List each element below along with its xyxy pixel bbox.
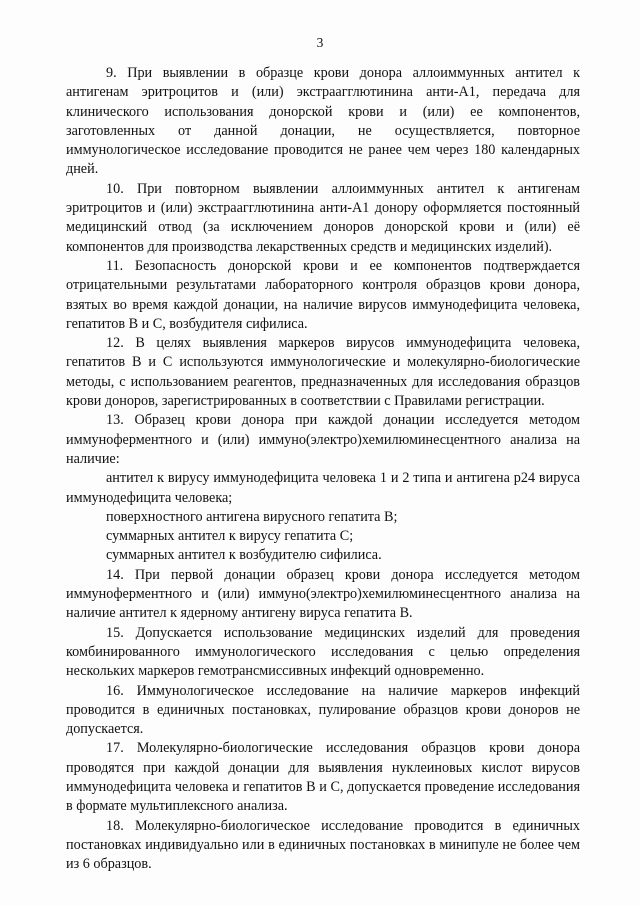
paragraph-18: 18. Молекулярно-биологическое исследование проводится в единичных постановках индивидуально или в единичных постановках в минипуле не более чем из 6 образцов. [66,817,580,873]
paragraph-13-item-hcv: суммарных антител к вирусу гепатита С; [106,528,354,545]
paragraph-11: 11. Безопасность донорской крови и ее компонентов подтверждается отрицательными результатами лабораторного контроля образцов крови донора, взятых во время каждой донации, на наличие вирусов иммунодефицита человека, гепатитов В и С, возбудителя сифилиса. [66,257,580,332]
paragraph-9: 9. При выявлении в образце крови донора аллоиммунных антител к антигенам эритроцитов и (или) экстраагглютинина анти-А1, передача для клинического использования донорской крови и (или) ее компонентов, заготовленных от данной донации, не осуществляется, повторное иммунологическое исследование проводится не ранее чем через 180 календарных дней. [66,65,580,178]
document-body [66,64,580,874]
paragraph-16: 16. Иммунологическое исследование на наличие маркеров инфекций проводится в единичных постановках, пулирование образцов крови доноров не допускается. [66,682,580,738]
paragraph-13: 13. Образец крови донора при каждой донации исследуется методом иммуноферментного и (или) иммуно(электро)хемилюминесцентного анализа на наличие: [66,412,580,467]
paragraph-10: 10. При повторном выявлении аллоиммунных антител к антигенам эритроцитов и (или) экстраагглютинина анти-А1 донору оформляется постоянный медицинский отвод (за исключением доноров донорской крови и (или) её компонентов для производства лекарственных средств и медицинских изделий). [66,180,580,255]
paragraph-13-item-hbsag: поверхностного антигена вирусного гепатита В; [106,508,398,525]
paragraph-13-item-hiv: антител к вирусу иммунодефицита человека 1 и 2 типа и антигена р24 вируса иммунодефицита человека; [66,470,580,506]
paragraph-13-item-syphilis: суммарных антител к возбудителю сифилиса. [106,547,382,564]
page-number: 3 [316,35,324,50]
paragraph-12: 12. В целях выявления маркеров вирусов иммунодефицита человека, гепатитов В и С используются иммунологические и молекулярно-биологические методы, с использованием реагентов, предназначенных для исследования образцов крови доноров, зарегистрированных в соответствии с Правилами регистрации. [66,335,580,410]
paragraph-15: 15. Допускается использование медицинских изделий для проведения комбинированного иммунологического исследования с целью определения нескольких маркеров гемотрансмиссивных инфекций одновременно. [66,624,580,680]
paragraph-14: 14. При первой донации образец крови донора исследуется методом иммуноферментного и (или) иммуно(электро)хемилюминесцентного анализа на наличие антител к ядерному антигену вируса гепатита В. [66,566,580,622]
paragraph-17: 17. Молекулярно-биологические исследования образцов крови донора проводятся при каждой донации для выявления нуклеиновых кислот вирусов иммунодефицита человека и гепатитов В и С, допускается проведение исследования в формате мультиплексного анализа. [66,740,580,815]
